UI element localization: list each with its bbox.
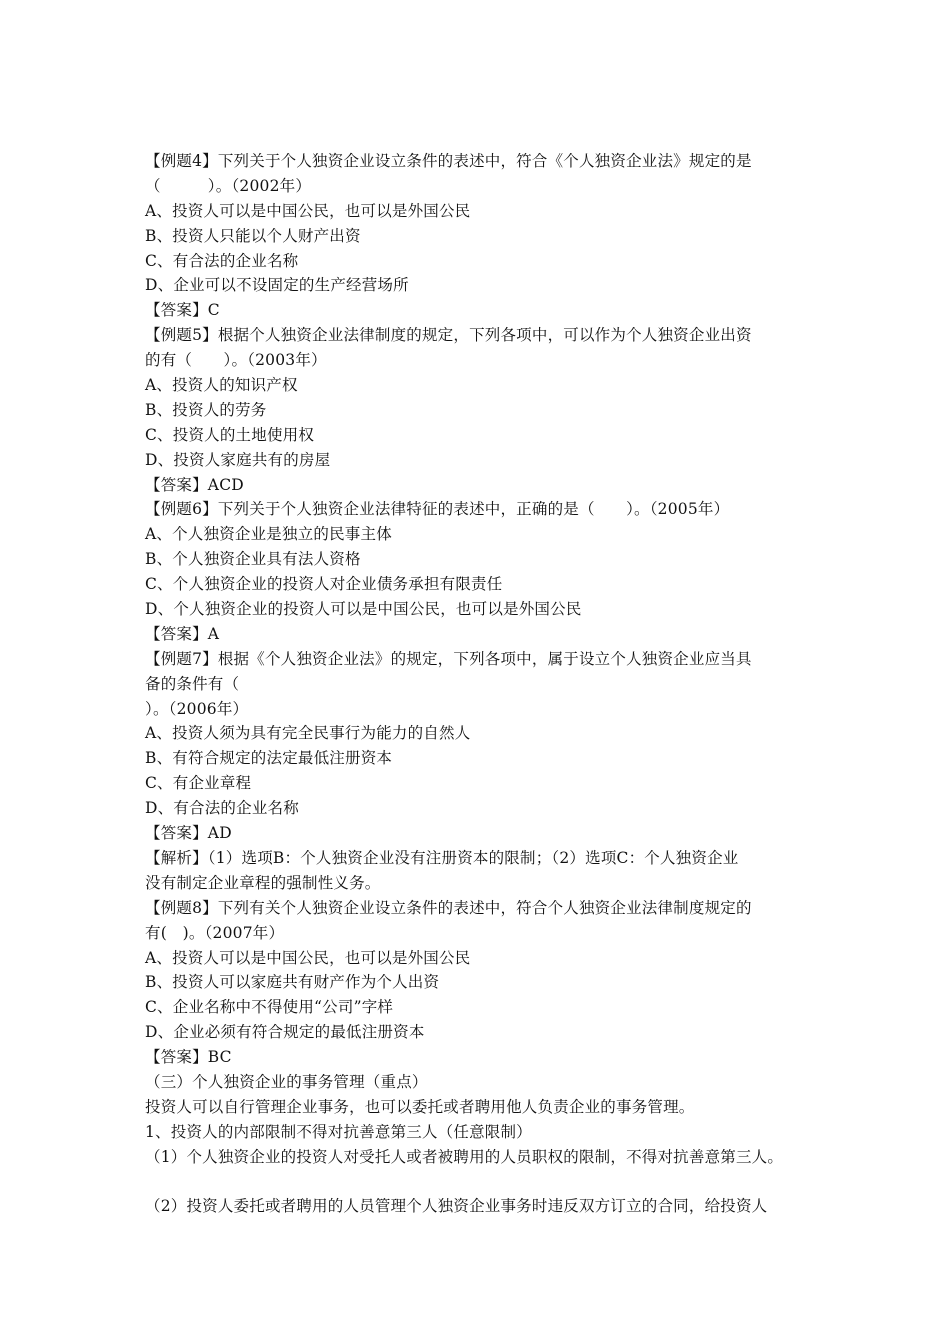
text-line: C、投资人的土地使用权 xyxy=(145,425,315,444)
text-line: （1）个人独资企业的投资人对受托人或者被聘用的人员职权的限制，不得对抗善意第三人。 xyxy=(145,1147,784,1166)
text-line: B、投资人的劳务 xyxy=(145,400,267,419)
text-line: D、有合法的企业名称 xyxy=(145,799,299,818)
text-line: B、投资人可以家庭共有财产作为个人出资 xyxy=(145,973,440,992)
text-line: D、投资人家庭共有的房屋 xyxy=(145,450,331,469)
text-line: （三）个人独资企业的事务管理（重点） xyxy=(145,1072,428,1091)
text-line: 投资人可以自行管理企业事务，也可以委托或者聘用他人负责企业的事务管理。 xyxy=(145,1097,695,1116)
blank-line xyxy=(145,1170,815,1195)
text-line: 的有（ ）。（2003年） xyxy=(145,351,327,370)
text-line: （2）投资人委托或者聘用的人员管理个人独资企业事务时违反双方订立的合同，给投资人 xyxy=(145,1197,768,1216)
text-line: ）。（2006年） xyxy=(145,699,249,718)
text-line: C、企业名称中不得使用“公司”字样 xyxy=(145,998,394,1017)
text-line: （ ）。（2002年） xyxy=(145,176,312,195)
text-line: 没有制定企业章程的强制性义务。 xyxy=(145,873,381,892)
text-line: 【例题4】下列关于个人独资企业设立条件的表述中，符合《个人独资企业法》规定的是 xyxy=(145,152,752,170)
text-line: 【答案】C xyxy=(145,301,220,320)
text-line: B、个人独资企业具有法人资格 xyxy=(145,550,361,569)
text-line: A、投资人可以是中国公民，也可以是外国公民 xyxy=(145,948,471,967)
text-line: 【答案】BC xyxy=(145,1048,232,1067)
text-line: 【例题6】下列关于个人独资企业法律特征的表述中，正确的是（ ）。（2005年） xyxy=(145,500,730,519)
text-line: 【答案】AD xyxy=(145,824,232,843)
text-line: 1、投资人的内部限制不得对抗善意第三人（任意限制） xyxy=(145,1122,532,1141)
text-line: 备的条件有（ xyxy=(145,674,240,693)
text-line: 有( )。（2007年） xyxy=(145,923,285,942)
text-line: 【例题7】根据《个人独资企业法》的规定，下列各项中，属于设立个人独资企业应当具 xyxy=(145,649,752,668)
text-line: 【例题5】根据个人独资企业法律制度的规定，下列各项中，可以作为个人独资企业出资 xyxy=(145,326,752,345)
text-line: C、个人独资企业的投资人对企业债务承担有限责任 xyxy=(145,575,503,594)
text-line: 【解析】（1）选项B：个人独资企业没有注册资本的限制；（2）选项C：个人独资企业 xyxy=(145,848,739,867)
text-line: 【答案】A xyxy=(145,624,220,643)
text-line: 【答案】ACD xyxy=(145,475,244,494)
text-line: 【例题8】下列有关个人独资企业设立条件的表述中，符合个人独资企业法律制度规定的 xyxy=(145,898,752,917)
text-line: B、有符合规定的法定最低注册资本 xyxy=(145,749,393,768)
text-line: C、有合法的企业名称 xyxy=(145,251,299,270)
text-line: D、企业可以不设固定的生产经营场所 xyxy=(145,276,409,295)
text-line: A、个人独资企业是独立的民事主体 xyxy=(145,525,392,544)
text-line: D、企业必须有符合规定的最低注册资本 xyxy=(145,1023,425,1042)
text-line: D、个人独资企业的投资人可以是中国公民，也可以是外国公民 xyxy=(145,600,582,619)
text-line: A、投资人须为具有完全民事行为能力的自然人 xyxy=(145,724,471,743)
text-line: C、有企业章程 xyxy=(145,774,252,793)
text-line: A、投资人可以是中国公民，也可以是外国公民 xyxy=(145,201,471,220)
document-page xyxy=(145,149,815,1219)
text-line: A、投资人的知识产权 xyxy=(145,376,298,395)
text-line: B、投资人只能以个人财产出资 xyxy=(145,226,361,245)
